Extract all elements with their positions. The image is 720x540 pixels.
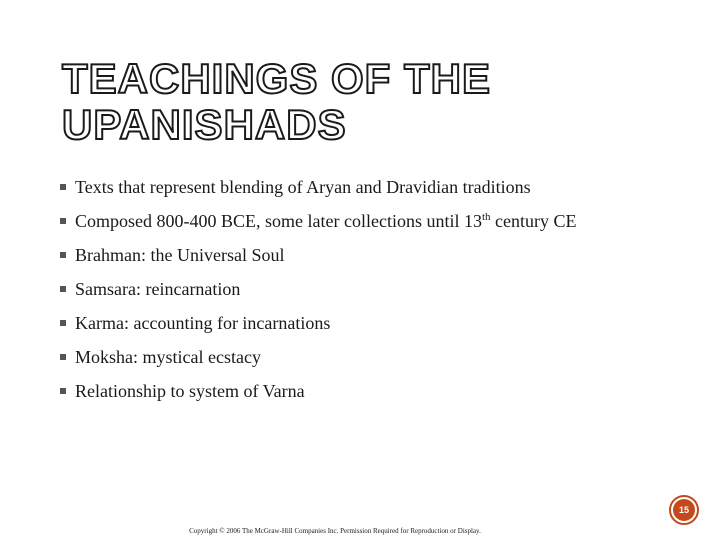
bullet-text: Moksha: mystical ecstacy (75, 346, 261, 367)
slide-title-line-2: UPANISHADS (62, 101, 347, 148)
page-number-badge (669, 495, 699, 525)
square-bullet-icon (60, 184, 66, 190)
bullet-item (60, 306, 577, 340)
square-bullet-icon (60, 286, 66, 292)
bullet-item (60, 170, 577, 204)
bullet-text: Brahman: the Universal Soul (75, 244, 285, 265)
bullet-item (60, 340, 577, 374)
bullet-text-part: century CE (490, 210, 577, 231)
bullet-text (75, 211, 577, 232)
copyright-notice: Copyright © 2006 The McGraw-Hill Companies Inc. Permission Required for Reproduction or Display. (189, 527, 481, 535)
bullet-item (60, 272, 577, 306)
bullet-item (60, 238, 577, 272)
slide-title (62, 56, 622, 148)
square-bullet-icon (60, 218, 66, 224)
bullet-item (60, 204, 577, 238)
bullet-list (60, 170, 577, 408)
ordinal-superscript: th (481, 210, 491, 223)
bullet-text: Karma: accounting for incarnations (75, 312, 331, 333)
square-bullet-icon (60, 252, 66, 258)
page-number: 15 (673, 499, 695, 521)
bullet-text: Relationship to system of Varna (75, 380, 305, 401)
square-bullet-icon (60, 388, 66, 394)
bullet-text-part: Composed 800-400 BCE, some later collections until 13 (75, 210, 482, 231)
square-bullet-icon (60, 320, 66, 326)
bullet-text: Samsara: reincarnation (75, 278, 241, 299)
bullet-item (60, 374, 577, 408)
slide-title-line-1: TEACHINGS OF THE (62, 55, 492, 102)
square-bullet-icon (60, 354, 66, 360)
bullet-text: Texts that represent blending of Aryan and Dravidian traditions (75, 176, 531, 197)
